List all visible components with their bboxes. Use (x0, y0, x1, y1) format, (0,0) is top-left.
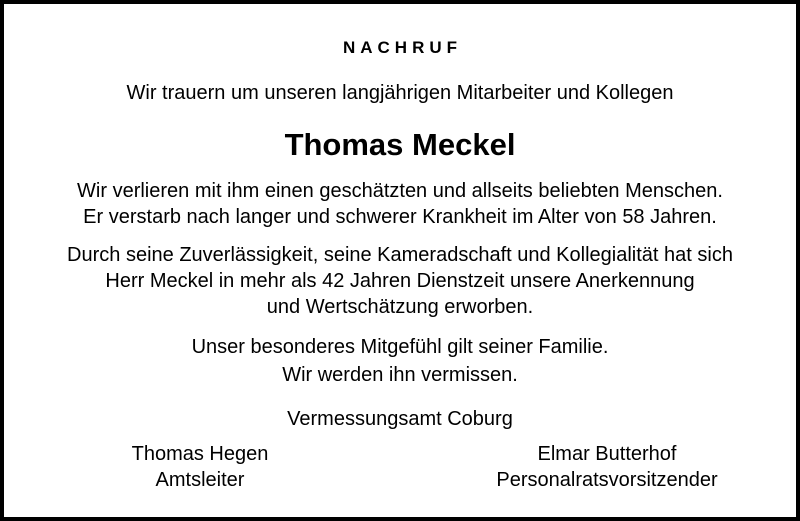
signatory-name: Thomas Hegen (131, 443, 269, 465)
office-name: Vermessungsamt Coburg (287, 408, 513, 430)
body-line: und Wertschätzung erworben. (266, 296, 534, 318)
body-line: Herr Meckel in mehr als 42 Jahren Dienstzeit unsere Anerkennung (105, 270, 695, 292)
signatory-right (447, 441, 767, 493)
notice-heading: NACHRUF (342, 38, 463, 57)
body-line: Er verstarb nach langer und schwerer Krankheit im Alter von 58 Jahren. (83, 206, 717, 228)
signatory-title: Amtsleiter (155, 469, 245, 491)
body-line: Durch seine Zuverlässigkeit, seine Kameradschaft und Kollegialität hat sich (67, 244, 733, 266)
signatory-left (40, 441, 360, 493)
deceased-name: Thomas Meckel (284, 127, 516, 162)
body-line: Unser besonderes Mitgefühl gilt seiner Familie. (191, 336, 609, 358)
signatory-title: Personalratsvorsitzender (496, 469, 718, 491)
body-line: Wir werden ihn vermissen. (282, 364, 518, 386)
intro-text: Wir trauern um unseren langjährigen Mitarbeiter und Kollegen (126, 82, 674, 104)
body-line: Wir verlieren mit ihm einen geschätzten und allseits beliebten Menschen. (77, 180, 723, 202)
signatory-name: Elmar Butterhof (537, 443, 677, 465)
